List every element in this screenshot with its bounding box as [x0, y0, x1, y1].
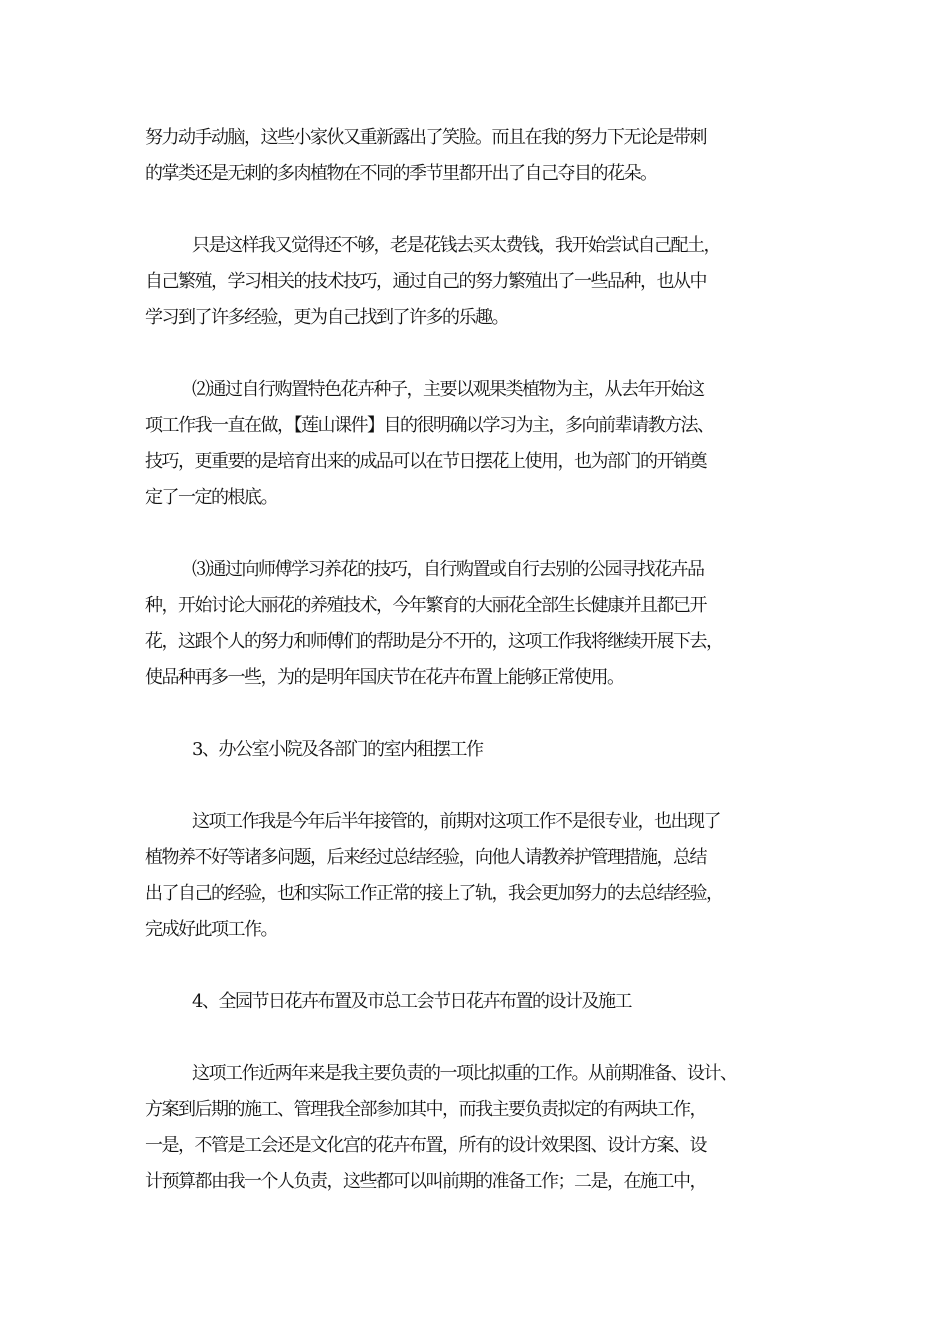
text-line: 这项工作我是今年后半年接管的，前期对这项工作不是很专业，也出现了 [192, 811, 720, 832]
paragraph-self-propagation [0, 228, 950, 336]
text-line: 学习到了许多经验，更为自己找到了许多的乐趣。 [145, 307, 508, 328]
text-line: 出了自己的经验，也和实际工作正常的接上了轨，我会更加努力的去总结经验， [145, 883, 723, 904]
text-line: 计预算都由我一个人负责，这些都可以叫前期的准备工作；二是，在施工中， [145, 1171, 706, 1192]
section-heading: 4、全园节日花卉布置及市总工会节日花卉布置的设计及施工 [192, 991, 631, 1012]
paragraph-item-2-seeds [0, 372, 950, 516]
text-line: 项工作我一直在做，【莲山课件】目的很明确以学习为主，多向前辈请教方法、 [145, 415, 714, 436]
text-line: 这项工作近两年来是我主要负责的一项比拟重的工作。从前期准备、设计、 [192, 1063, 737, 1084]
text-line: 定了一定的根底。 [145, 487, 277, 508]
text-line: 的掌类还是无刺的多肉植物在不同的季节里都开出了自己夺目的花朵。 [145, 163, 657, 184]
section-heading: 3、办公室小院及各部门的室内租摆工作 [192, 739, 483, 760]
text-line: 努力动手动脑，这些小家伙又重新露出了笑脸。而且在我的努力下无论是带刺 [145, 127, 706, 148]
paragraph-office-rental [0, 804, 950, 948]
paragraph-plant-care-result [0, 120, 950, 192]
heading-section-4 [0, 984, 950, 1020]
text-line: ⑵通过自行购置特色花卉种子，主要以观果类植物为主，从去年开始这 [192, 379, 704, 400]
text-line: 一是，不管是工会还是文化宫的花卉布置，所有的设计效果图、设计方案、设 [145, 1135, 706, 1156]
text-line: 种，开始讨论大丽花的养殖技术，今年繁育的大丽花全部生长健康并且都已开 [145, 595, 706, 616]
text-line: 花，这跟个人的努力和师傅们的帮助是分不开的，这项工作我将继续开展下去， [145, 631, 723, 652]
paragraph-item-3-dahlia [0, 552, 950, 696]
heading-section-3 [0, 732, 950, 768]
text-line: 完成好此项工作。 [145, 919, 277, 940]
text-line: 植物养不好等诸多问题，后来经过总结经验，向他人请教养护管理措施，总结 [145, 847, 706, 868]
paragraph-holiday-decoration [0, 1056, 950, 1200]
text-line: 自己繁殖，学习相关的技术技巧，通过自己的努力繁殖出了一些品种，也从中 [145, 271, 706, 292]
text-line: ⑶通过向师傅学习养花的技巧，自行购置或自行去别的公园寻找花卉品 [192, 559, 704, 580]
text-line: 技巧，更重要的是培育出来的成品可以在节日摆花上使用，也为部门的开销奠 [145, 451, 706, 472]
text-line: 方案到后期的施工、管理我全部参加其中，而我主要负责拟定的有两块工作， [145, 1099, 706, 1120]
text-line: 只是这样我又觉得还不够，老是花钱去买太费钱，我开始尝试自己配土， [192, 235, 720, 256]
text-line: 使品种再多一些，为的是明年国庆节在花卉布置上能够正常使用。 [145, 667, 624, 688]
